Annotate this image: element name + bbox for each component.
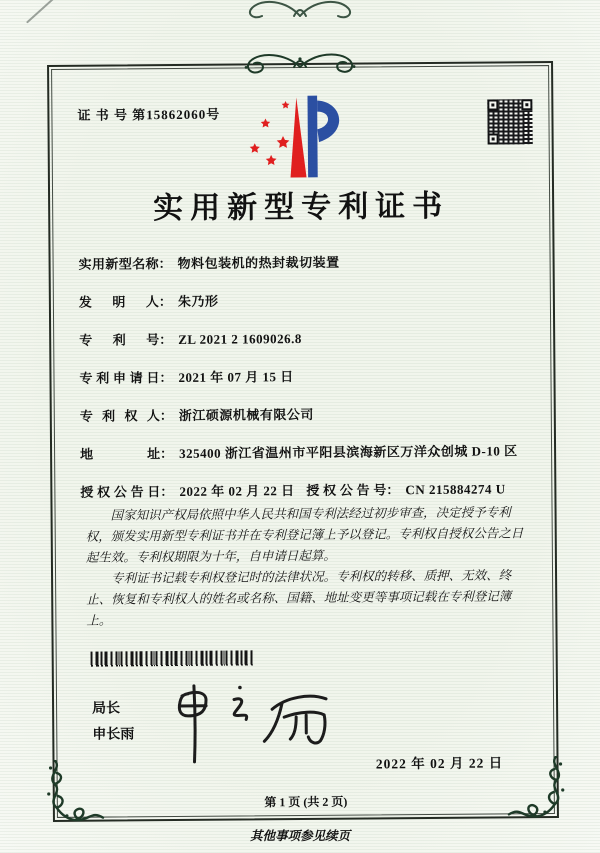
legal-paragraph-2: 专利证书记载专利权登记时的法律状况。专利权的转移、质押、无效、终止、恢复和专利权人的姓名或名称、国籍、地址变更等事项记载在专利登记簿上。: [86, 567, 512, 628]
field-label: 实用新型名称: [78, 256, 159, 272]
field-label: 授权公告号: [306, 482, 387, 498]
qr-finder-pattern: [488, 133, 499, 144]
field-row-filing-date: 专利申请日 ： 2021 年 07 月 15 日: [79, 369, 294, 386]
issue-date: 2022 年 02 月 22 日: [375, 755, 504, 772]
qr-finder-pattern: [487, 99, 498, 110]
legal-text: [85, 501, 532, 630]
field-label: 授权公告日: [80, 484, 161, 500]
page-number: 第 1 页 (共 2 页): [264, 794, 348, 810]
field-value: CN 215884274 U: [405, 481, 506, 498]
field-label: 发明人: [78, 294, 159, 310]
frame-top-ornament: [200, 50, 400, 82]
top-edge-ornament-partial: [190, 0, 410, 20]
signer-name: 申长雨: [92, 727, 135, 743]
field-row-name: 实用新型名称 ： 物料包装机的热封裁切装置: [78, 254, 340, 272]
signer-title: 局长: [92, 701, 121, 717]
field-list: [79, 254, 533, 524]
qr-finder-pattern: [521, 99, 532, 110]
grant-number-pair: 授权公告号 ： CN 215884274 U: [306, 481, 506, 498]
grant-date-pair: 授权公告日 ： 2022 年 02 月 22 日: [80, 483, 295, 500]
legal-paragraph-1: 国家知识产权局依照中华人民共和国专利法经过初步审查，决定授予专利权，颁发实用新型专利证书并在专利登记簿上予以登记。专利权自授权公告之日起生效。专利权期限为十年，自申请日起算。: [85, 504, 524, 565]
field-row-inventor: 发明人 ： 朱乃形: [78, 293, 219, 310]
field-label: 专利权人: [79, 408, 160, 424]
field-value: ZL 2021 2 1609026.8: [178, 331, 302, 347]
signature-script: [154, 673, 345, 774]
field-label: 专利申请日: [79, 370, 160, 386]
certificate-title: 实用新型专利证书: [153, 189, 450, 226]
field-row-patentee: 专利权人 ： 浙江硕源机械有限公司: [79, 406, 314, 424]
signer-block: [92, 696, 134, 748]
field-value: 浙江硕源机械有限公司: [178, 406, 314, 423]
barcode: [91, 650, 254, 666]
certificate-frame: [47, 61, 559, 822]
field-value: 325400 浙江省温州市平阳县滨海新区万洋众创城 D-10 区: [179, 443, 518, 461]
field-label: 地址: [80, 446, 161, 462]
certificate-number: 证 书 号 第15862060号: [77, 106, 221, 123]
cnipa-logo-icon: [248, 91, 353, 180]
field-row-address: 地址 ： 325400 浙江省温州市平阳县滨海新区万洋众创城 D-10 区: [80, 443, 518, 462]
field-row-patent-no: 专利号 ： ZL 2021 2 1609026.8: [79, 331, 302, 348]
field-value: 朱乃形: [177, 293, 219, 309]
field-label: 专利号: [79, 332, 160, 348]
field-row-grant: [80, 482, 532, 500]
scan-artifact-line: [26, 0, 62, 23]
field-value: 物料包装机的热封裁切装置: [177, 254, 340, 271]
continuation-note: 其他事项参见续页: [249, 828, 350, 843]
qr-code-icon: [487, 99, 532, 144]
field-value: 2022 年 02 月 22 日: [179, 483, 295, 499]
field-value: 2021 年 07 月 15 日: [178, 369, 294, 385]
